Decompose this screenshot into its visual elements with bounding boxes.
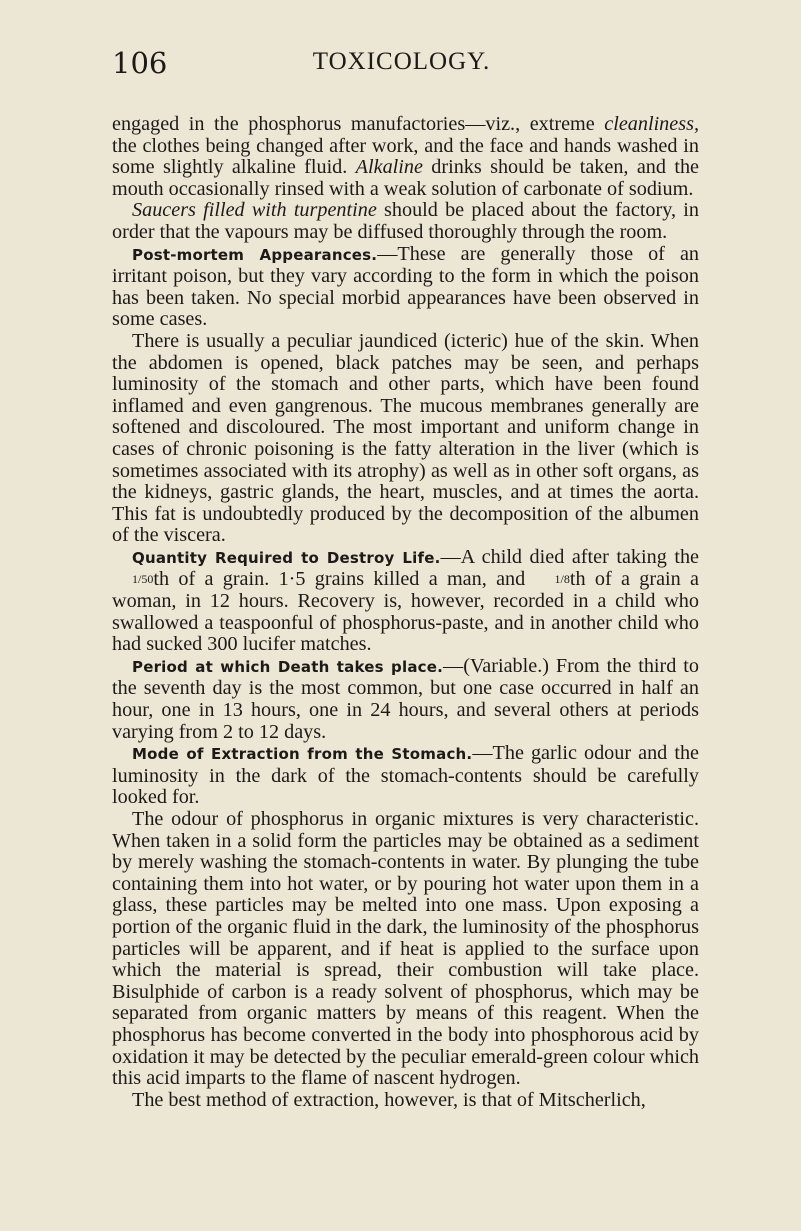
text-span: —The garlic odour and the luminosity in the dark of the stomach-contents should be carefully looked for. — [112, 742, 699, 809]
text-span: —(Variable.) From the third to the seventh day is the most common, but one case occurred in half an hour, one in 13 hours, one in 24 hours, and several others at periods varying from 2 to 12 days. — [112, 654, 699, 743]
section-heading-post-mortem: Post-mortem Appearances. — [132, 245, 378, 264]
section-heading-extraction: Mode of Extraction from the Stomach. — [132, 745, 473, 764]
running-title: TOXICOLOGY. — [312, 48, 491, 75]
section-heading-quantity: Quantity Required to Destroy Life. — [132, 548, 441, 567]
text-span: There is usually a peculiar jaundiced (icteric) hue of the skin. When the abdomen is opened, black patches may be seen, and perhaps luminosity of the stomach and other parts, which have been found inflamed and even gangrenous. The mucous membranes generally are softened and discoloured. The most important and uniform change in cases of chronic poisoning is the fatty alteration in the liver (which is sometimes associated with its atrophy) as well as in other soft organs, as the kidneys, gastric glands, the heart, muscles, and at times the aorta. This fat is undoubtedly produced by the decomposition of the albumen of the viscera. — [112, 329, 699, 547]
paragraph-period — [112, 656, 699, 743]
text-span: The best method of extraction, however, is that of Mitscherlich, — [132, 1088, 646, 1111]
paragraph-mitscherlich — [112, 1090, 699, 1112]
paragraph-quantity — [112, 547, 699, 656]
paragraph-saucers — [112, 200, 699, 243]
text-span: engaged in the phosphorus manufactories—viz., extreme — [112, 113, 605, 135]
text-span: th of a grain a woman, in 12 hours. Recovery is, however, recorded in a child who swallowed a teaspoonful of phosphorus-paste, and in another child who had sucked 300 lucifer matches. — [112, 568, 699, 656]
body-text — [112, 114, 699, 1111]
text-span: —These are generally those of an irritant poison, but they vary according to the form in which the poison has been taken. No special morbid appearances have been observed in some cases. — [112, 242, 699, 331]
paragraph-post-mortem — [112, 244, 699, 331]
paragraph-extraction — [112, 743, 699, 809]
text-span: the clothes being changed after work, and the face and hands washed in some slightly alkaline fluid. — [112, 134, 699, 179]
fraction: 1/50 — [132, 572, 154, 587]
section-heading-period: Period at which Death takes place. — [132, 657, 444, 676]
text-span: should be placed about the factory, in order that the vapours may be diffused thoroughly through the room. — [112, 199, 699, 243]
italic-alkaline: Alkaline — [355, 156, 423, 179]
paragraph-jaundice — [112, 331, 699, 547]
page-header — [112, 46, 691, 86]
text-span: —A child died after taking the — [440, 545, 700, 568]
paragraph-phosphorus-precautions — [112, 114, 699, 200]
text-span: drinks should be taken, and the mouth occasionally rinsed with a weak solution of carbonate of sodium. — [112, 156, 699, 200]
page-number: 106 — [112, 46, 168, 80]
italic-saucers: Saucers filled with turpentine — [132, 199, 377, 222]
text-span: th of a grain. 1·5 grains killed a man, and — [153, 568, 535, 591]
fraction: 1/8 — [554, 572, 570, 587]
italic-cleanliness: cleanliness, — [604, 113, 699, 135]
paragraph-odour — [112, 809, 699, 1090]
text-span: The odour of phosphorus in organic mixtures is very characteristic. When taken in a solid form the particles may be obtained as a sediment by merely washing the stomach-contents in water. By plunging the tube containing them into hot water, or by pouring hot water upon them in a glass, these particles may be melted into one mass. Upon exposing a portion of the organic fluid in the dark, the luminosity of the phosphorus particles will be apparent, and if heat is applied to the surface upon which the material is spread, their combustion will take place. Bisulphide of carbon is a ready solvent of phosphorus, which may be separated from organic matters by means of this reagent. When the phosphorus has become converted in the body into phosphorous acid by oxidation it may be detected by the peculiar emerald-green colour which this acid imparts to the flame of nascent hydrogen. — [112, 808, 699, 1090]
